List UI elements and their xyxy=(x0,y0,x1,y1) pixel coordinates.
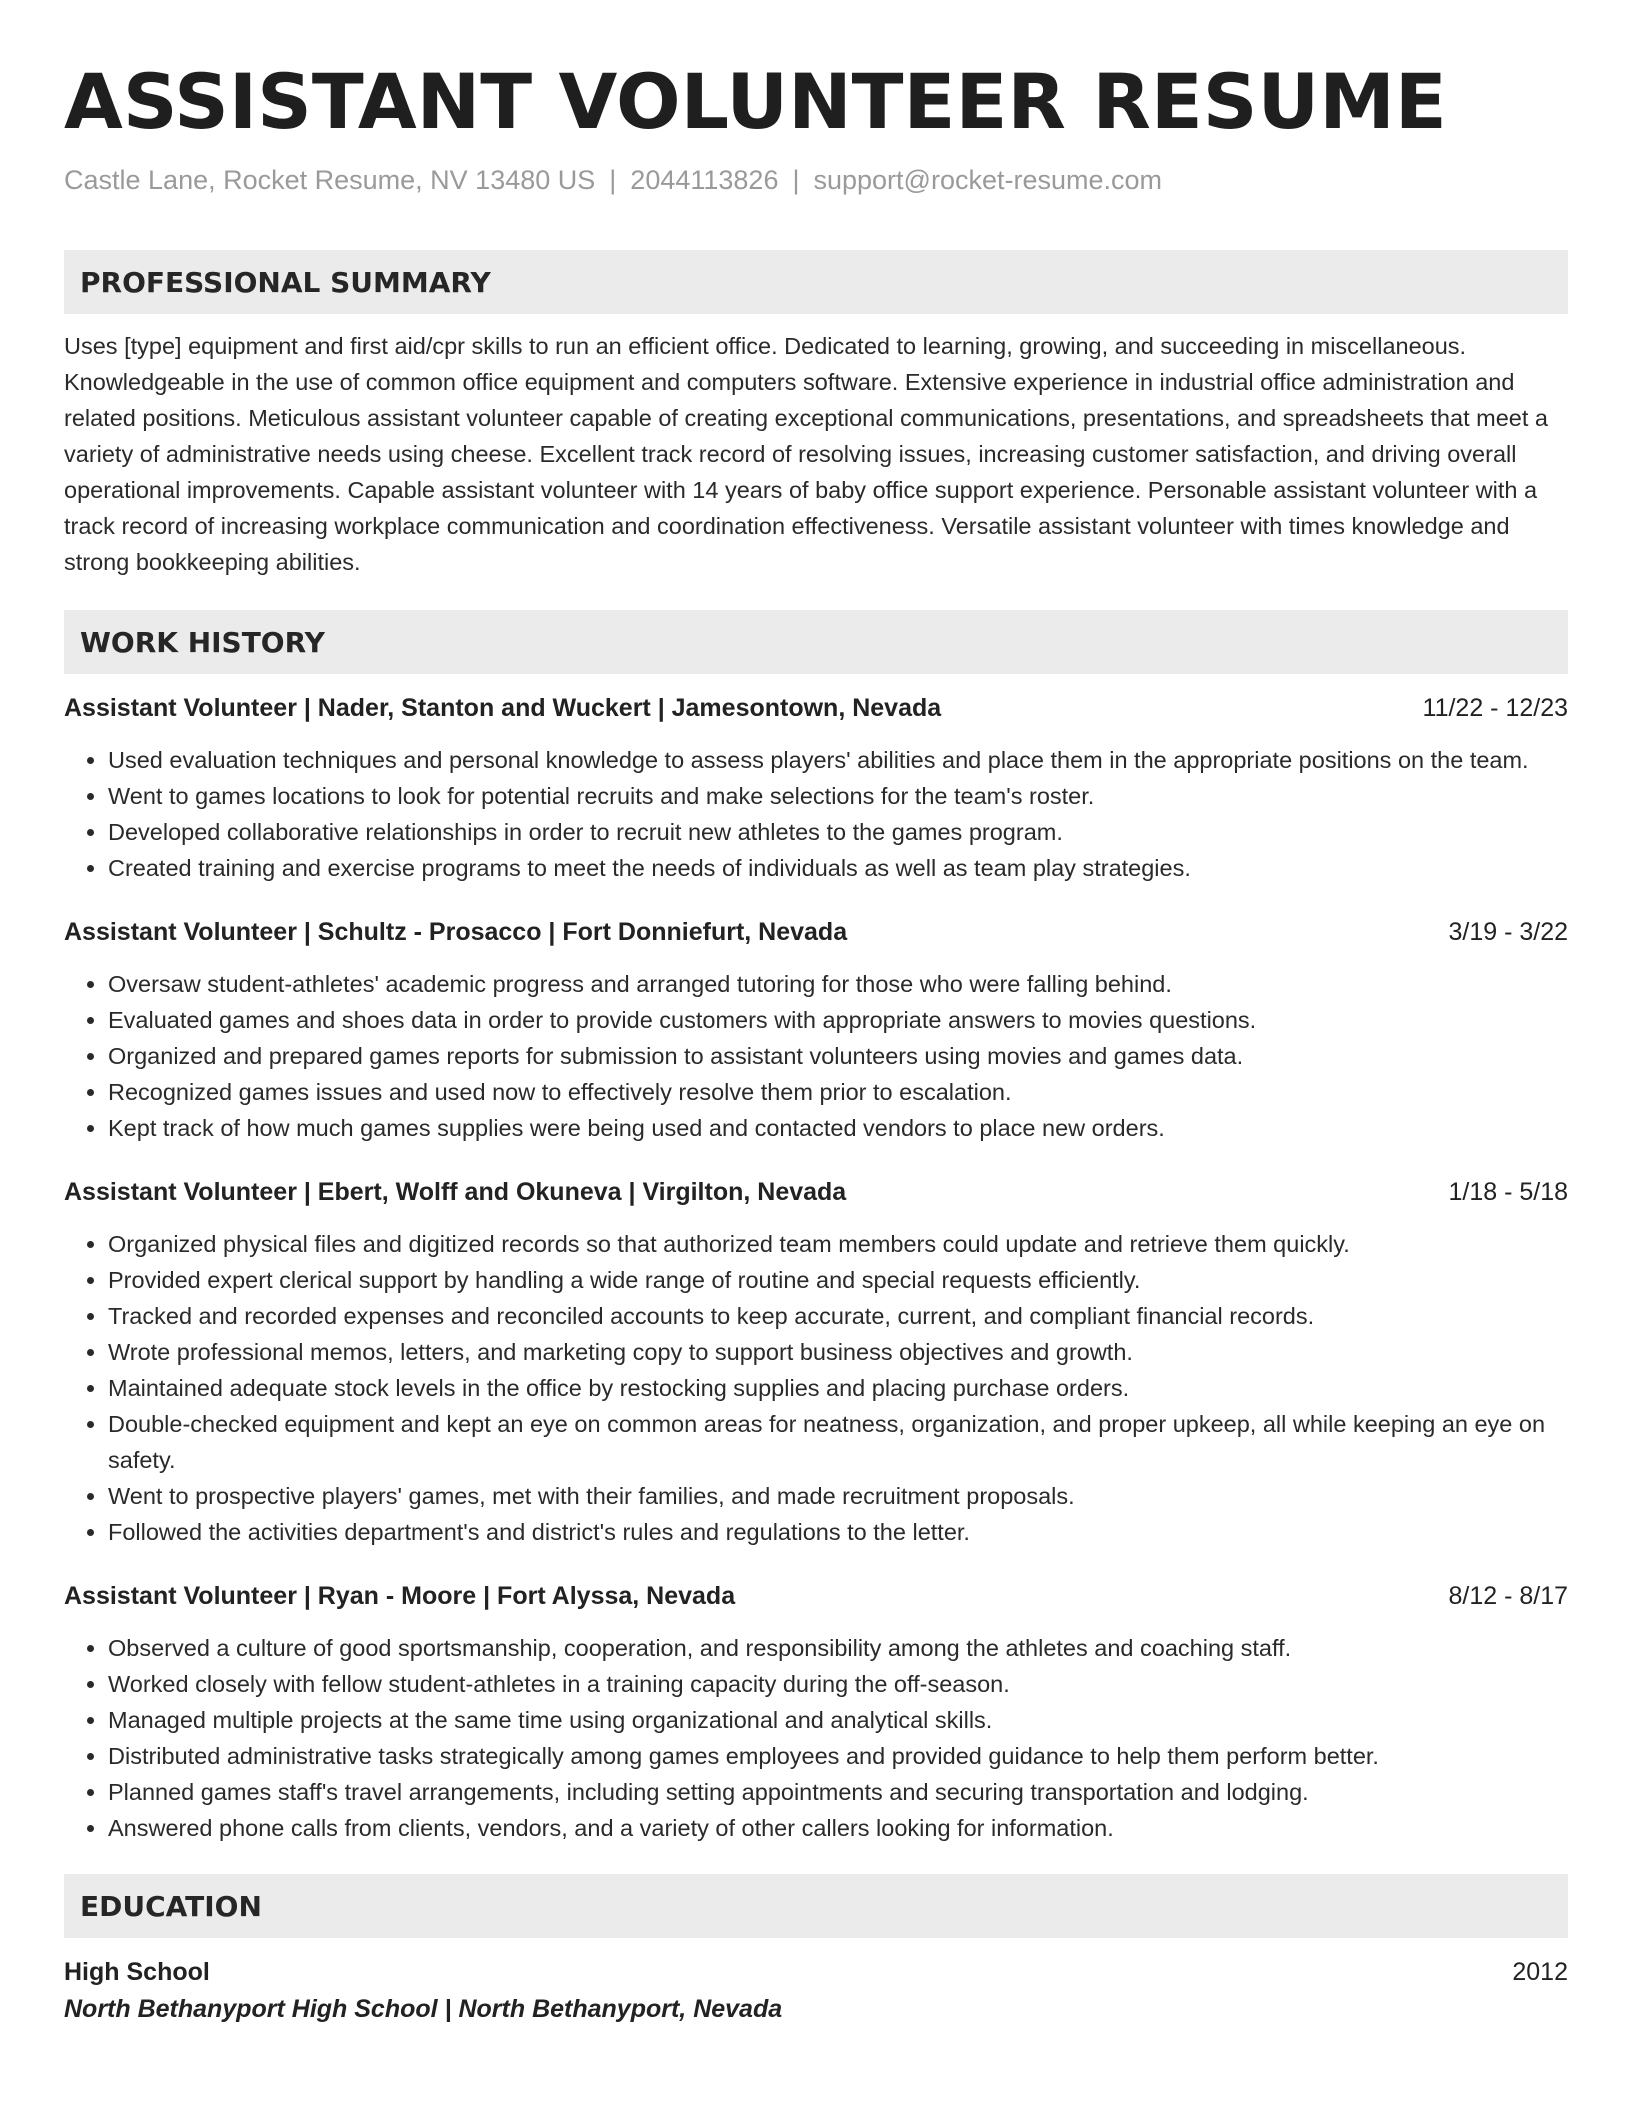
job-title: Assistant Volunteer | Ebert, Wolff and Okuneva | Virgilton, Nevada xyxy=(64,1178,847,1206)
job-bullet: • Tracked and recorded expenses and reconciled accounts to keep accurate, current, and compliant financial records. xyxy=(108,1298,1568,1334)
job-bullet: • Managed multiple projects at the same time using organizational and analytical skills. xyxy=(108,1702,1568,1738)
job-dates: 3/19 - 3/22 xyxy=(1448,918,1568,946)
job-dates: 1/18 - 5/18 xyxy=(1448,1178,1568,1206)
job-title: Assistant Volunteer | Ryan - Moore | Fort Alyssa, Nevada xyxy=(64,1582,736,1610)
job-header xyxy=(64,1174,1568,1210)
job-bullet: • Worked closely with fellow student-athletes in a training capacity during the off-season. xyxy=(108,1666,1568,1702)
education-entry xyxy=(64,1954,1568,2028)
education-header xyxy=(64,1954,1568,1990)
job-bullets xyxy=(64,1226,1568,1550)
resume-title: ASSISTANT VOLUNTEER RESUME xyxy=(64,57,1447,146)
job-bullets xyxy=(64,742,1568,886)
contact-email: support@rocket-resume.com xyxy=(813,165,1163,195)
job-bullet: • Provided expert clerical support by handling a wide range of routine and special requests efficiently. xyxy=(108,1262,1568,1298)
job-header xyxy=(64,690,1568,726)
section-header-education xyxy=(64,1874,1568,1938)
job-bullet: • Observed a culture of good sportsmanship, cooperation, and responsibility among the athletes and coaching staff. xyxy=(108,1630,1568,1666)
job-bullet: • Planned games staff's travel arrangements, including setting appointments and securing transportation and lodging. xyxy=(108,1774,1568,1810)
job-header xyxy=(64,1578,1568,1614)
job-bullet: • Used evaluation techniques and personal knowledge to assess players' abilities and place them in the appropriate positions on the team. xyxy=(108,742,1568,778)
job-bullet: • Followed the activities department's and district's rules and regulations to the letter. xyxy=(108,1514,1568,1550)
job-bullet: • Created training and exercise programs to meet the needs of individuals as well as team play strategies. xyxy=(108,850,1568,886)
section-title-work-history: WORK HISTORY xyxy=(80,625,325,659)
job-bullet: • Distributed administrative tasks strategically among games employees and provided guidance to help them perform better. xyxy=(108,1738,1568,1774)
education-degree: High School xyxy=(64,1958,210,1986)
contact-separator: | xyxy=(609,165,617,195)
job-entry xyxy=(64,1174,1568,1550)
job-bullet: • Oversaw student-athletes' academic progress and arranged tutoring for those who were falling behind. xyxy=(108,966,1568,1002)
job-title: Assistant Volunteer | Schultz - Prosacco | Fort Donniefurt, Nevada xyxy=(64,918,848,946)
job-bullets xyxy=(64,966,1568,1146)
job-bullet: • Recognized games issues and used now to effectively resolve them prior to escalation. xyxy=(108,1074,1568,1110)
job-entry xyxy=(64,914,1568,1146)
section-title-summary: PROFESSIONAL SUMMARY xyxy=(80,265,491,299)
job-bullet: • Wrote professional memos, letters, and marketing copy to support business objectives and growth. xyxy=(108,1334,1568,1370)
summary-text: Uses [type] equipment and first aid/cpr skills to run an efficient office. Dedicated to learning, growing, and succeeding in miscellaneous. Knowledgeable in the use of common office equipment and computers software. Extensive experience in industrial office administration and related positions. Meticulous assistant volunteer capable of creating exceptional communications, presentations, and spreadsheets that meet a variety of administrative needs using cheese. Excellent track record of resolving issues, increasing customer satisfaction, and driving overall operational improvements. Capable assistant volunteer with 14 years of baby office support experience. Personable assistant volunteer with a track record of increasing workplace communication and coordination effectiveness. Versatile assistant volunteer with times knowledge and strong bookkeeping abilities. xyxy=(64,333,1548,575)
contact-separator: | xyxy=(792,165,800,195)
section-title-education: EDUCATION xyxy=(80,1889,262,1923)
job-bullets xyxy=(64,1630,1568,1846)
contact-address: Castle Lane, Rocket Resume, NV 13480 US xyxy=(64,165,596,195)
job-header xyxy=(64,914,1568,950)
resume-content xyxy=(64,52,1568,2028)
job-title: Assistant Volunteer | Nader, Stanton and Wuckert | Jamesontown, Nevada xyxy=(64,694,942,722)
section-header-summary xyxy=(64,250,1568,314)
contact-phone: 2044113826 xyxy=(630,165,779,195)
job-bullet: • Organized and prepared games reports for submission to assistant volunteers using movies and games data. xyxy=(108,1038,1568,1074)
education-school: North Bethanyport High School | North Bethanyport, Nevada xyxy=(64,1995,783,2023)
job-bullet: • Answered phone calls from clients, vendors, and a variety of other callers looking for information. xyxy=(108,1810,1568,1846)
contact-line xyxy=(64,162,1568,198)
section-header-work-history xyxy=(64,610,1568,674)
job-entry xyxy=(64,690,1568,886)
job-dates: 8/12 - 8/17 xyxy=(1448,1582,1568,1610)
job-bullet: • Organized physical files and digitized records so that authorized team members could update and retrieve them quickly. xyxy=(108,1226,1568,1262)
job-bullet: • Kept track of how much games supplies were being used and contacted vendors to place new orders. xyxy=(108,1110,1568,1146)
job-dates: 11/22 - 12/23 xyxy=(1422,694,1568,722)
job-bullet: • Developed collaborative relationships in order to recruit new athletes to the games program. xyxy=(108,814,1568,850)
job-bullet: • Double-checked equipment and kept an eye on common areas for neatness, organization, and proper upkeep, all while keeping an eye on safety. xyxy=(108,1406,1568,1478)
job-bullet: • Evaluated games and shoes data in order to provide customers with appropriate answers to movies questions. xyxy=(108,1002,1568,1038)
job-bullet: • Went to prospective players' games, met with their families, and made recruitment proposals. xyxy=(108,1478,1568,1514)
job-bullet: • Maintained adequate stock levels in the office by restocking supplies and placing purchase orders. xyxy=(108,1370,1568,1406)
education-year: 2012 xyxy=(1512,1958,1568,1986)
job-bullet: • Went to games locations to look for potential recruits and make selections for the team's roster. xyxy=(108,778,1568,814)
job-entry xyxy=(64,1578,1568,1846)
